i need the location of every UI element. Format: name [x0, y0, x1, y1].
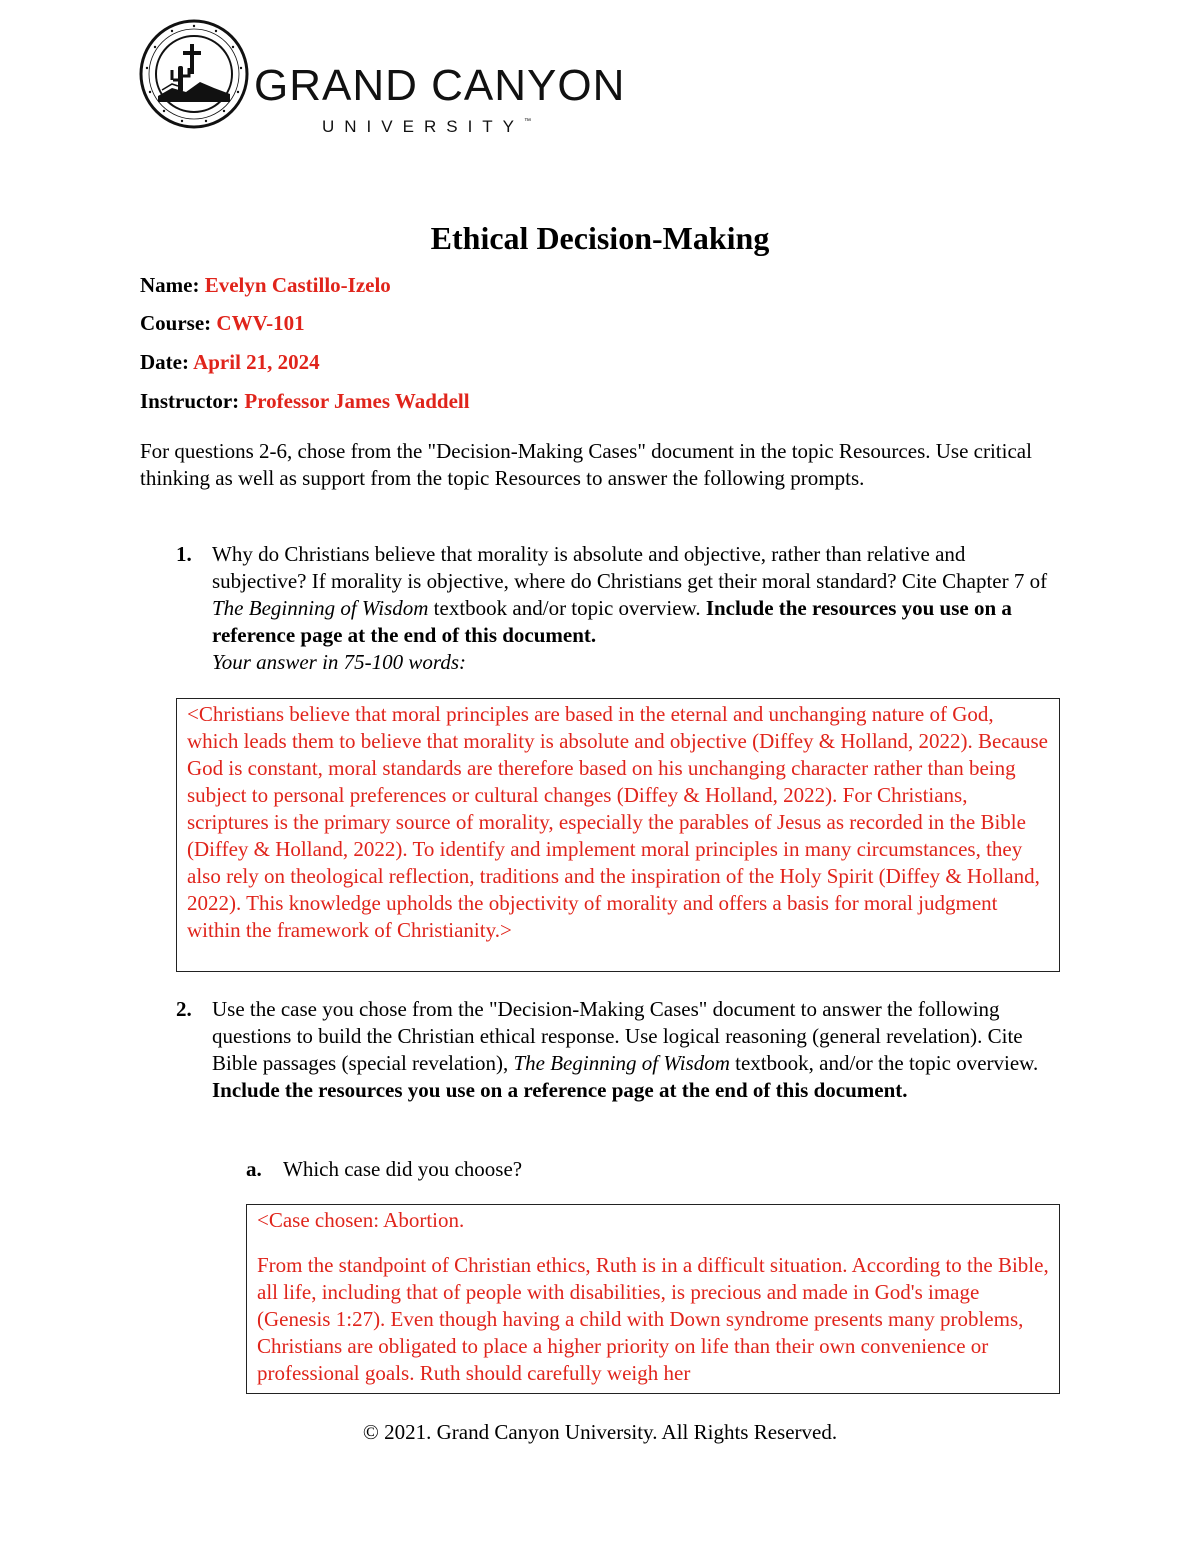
university-seal-icon [138, 18, 250, 130]
copyright-footer: © 2021. Grand Canyon University. All Rights Reserved. [362, 1420, 838, 1444]
question-1-answer: <Christians believe that moral principles are based in the eternal and unchanging nature of God, which leads them to believe that morality is absolute and objective (Diffey & Holland, 2022). Because God is constant, moral standards are therefore based on his unchanging character rather than being subject to personal preferences or cultural changes (Diffey & Holland, 2022). For Christians, scriptures is the primary source of morality, especially the parables of Jesus as recorded in the Bible (Diffey & Holland, 2022). To identify and implement moral principles in many circumstances, they also rely on theological reflection, traditions and the inspiration of the Holy Spirit (Diffey & Holland, 2022). This knowledge upholds the objectivity of morality and offers a basis for moral judgment within the framework of Christianity.> [187, 702, 1048, 942]
intro-paragraph: For questions 2-6, chose from the "Decision-Making Cases" document in the topic Resources. Use critical thinking as well as support from the topic Resources to answer the following prompts. [140, 439, 1032, 490]
name-field: Name: Evelyn Castillo-Izelo [140, 273, 391, 297]
question-2-number: 2. [176, 997, 192, 1021]
university-logo [138, 18, 638, 138]
logo-subtitle: UNIVERSITY™ [322, 117, 532, 136]
case-chosen: <Case chosen: Abortion. [257, 1208, 465, 1232]
question-2a-prompt: Which case did you choose? [283, 1157, 523, 1181]
logo-name: GRAND CANYON [254, 61, 626, 110]
course-field: Course: CWV-101 [140, 311, 305, 335]
date-field: Date: April 21, 2024 [140, 350, 320, 374]
document-title: Ethical Decision-Making [430, 220, 770, 256]
question-2-prompt: Use the case you chose from the "Decision-Making Cases" document to answer the following questions to build the Christian ethical response. Use logical reasoning (general revelation). Cite Bible passages (special revelation), The Beginning of Wisdom textbook, and/or the topic overview. Include the resources you use on a reference page at the end of this document. [212, 997, 1039, 1102]
trademark-mark: ™ [524, 118, 532, 125]
question-1-prompt: Why do Christians believe that morality is absolute and objective, rather than relative and subjective? If morality is objective, where do Christians get their moral standard? Cite Chapter 7 of The Beginning of Wisdom textbook and/or topic overview. Include the resources you use on a reference page at the end of this document. Your answer in 75-100 words: [212, 542, 1048, 674]
answer-prompt: Your answer in 75-100 words: [212, 650, 466, 674]
question-1-number: 1. [176, 542, 192, 566]
question-2a-label: a. [246, 1157, 262, 1181]
question-2a-answer-box[interactable] [246, 1204, 1060, 1394]
question-1-answer-box[interactable] [176, 698, 1060, 972]
instructor-field: Instructor: Professor James Waddell [140, 389, 470, 413]
case-answer: From the standpoint of Christian ethics, Ruth is in a difficult situation. According to the Bible, all life, including that of people with disabilities, is precious and made in God's image (Genesis 1:27). Even though having a child with Down syndrome presents many problems, Christians are obligated to place a higher priority on life than their own convenience or professional goals. Ruth should carefully weigh her [257, 1253, 1049, 1385]
